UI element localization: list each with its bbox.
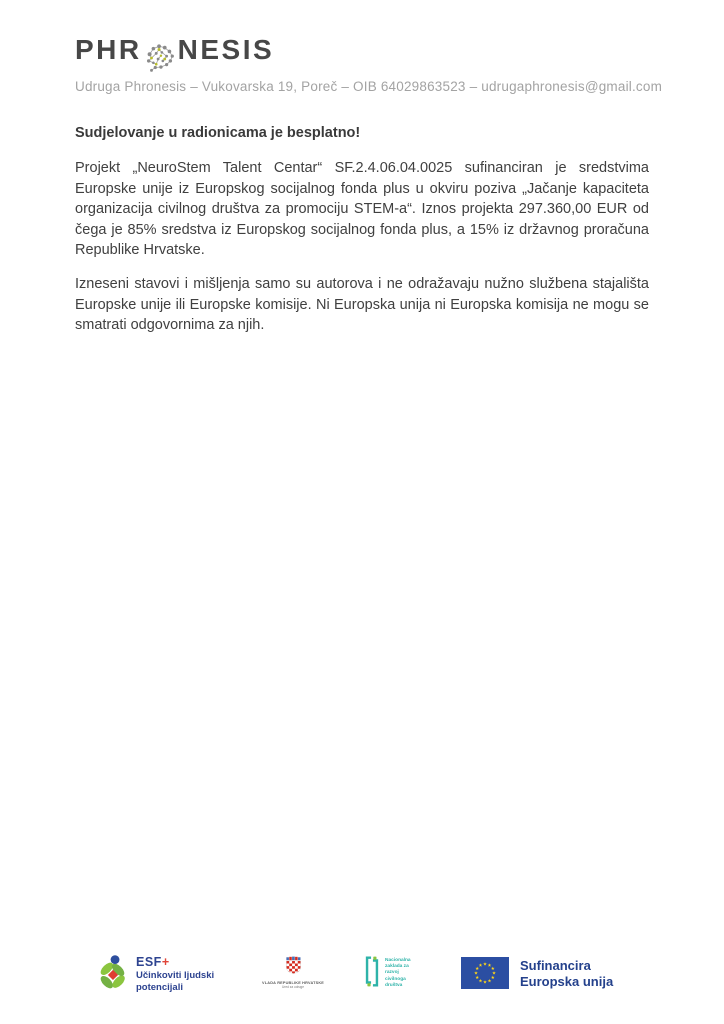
eu-line1: Sufinancira <box>520 958 591 973</box>
eu-flag-icon <box>461 957 509 994</box>
eu-text <box>520 957 613 990</box>
croatian-government-logo <box>262 956 324 989</box>
gov-line1: VLADA REPUBLIKE HRVATSKE <box>262 980 325 985</box>
phronesis-logo <box>75 36 274 79</box>
page-title: Sudjelovanje u radionicama je besplatno! <box>75 125 361 141</box>
brackets-icon <box>365 955 379 993</box>
logo-text-suffix: NESIS <box>177 34 275 65</box>
croatian-coat-of-arms-icon <box>286 961 301 978</box>
brain-network-icon <box>143 40 177 83</box>
letterhead-address: Udruga Phronesis – Vukovarska 19, Poreč – OIB 64029863523 – udrugaphronesis@gmail.com <box>75 79 663 94</box>
esf-logo <box>100 954 220 1002</box>
eu-cofinancing-logo <box>461 957 613 994</box>
gov-line2: Ured za udruge <box>282 984 304 989</box>
esf-abbr: ESF+ <box>136 955 170 969</box>
document-body <box>75 123 649 349</box>
eu-line2: Europska unija <box>520 974 614 989</box>
esf-tagline: Učinkoviti ljudski potencijali <box>136 970 215 993</box>
esf-pinwheel-person-icon <box>100 954 127 1002</box>
esf-plus-sign: + <box>161 955 170 969</box>
esf-text <box>136 954 220 1002</box>
zaklada-name: Nacionalna zaklada za razvoj civilnoga društva <box>385 958 411 988</box>
footer-logos <box>0 950 724 1014</box>
paragraph-project-funding: Projekt „NeuroStem Talent Centar“ SF.2.4.06.04.0025 sufinanciran je sredstvima Europske unije iz Europskog socijalnog fonda plus u okviru poziva „Jačanje kapaciteta organizacija civilnog društva za promociju STEM-a“. Iznos projekta 297.360,00 EUR od čega je 85% sredstva iz Europskog socijalnog fonda plus, a 15% iz državnog proračuna Republike Hrvatske. <box>75 160 649 259</box>
logo-text-prefix: PHR <box>75 34 142 65</box>
paragraph-disclaimer: Izneseni stavovi i mišljenja samo su autorova i ne odražavaju nužno službena stajališta Europske unije ili Europske komisije. Ni Europska unija ni Europska komisija ne mogu se smatrati odgovornima za njih. <box>75 275 649 334</box>
nacionalna-zaklada-logo <box>365 955 420 993</box>
